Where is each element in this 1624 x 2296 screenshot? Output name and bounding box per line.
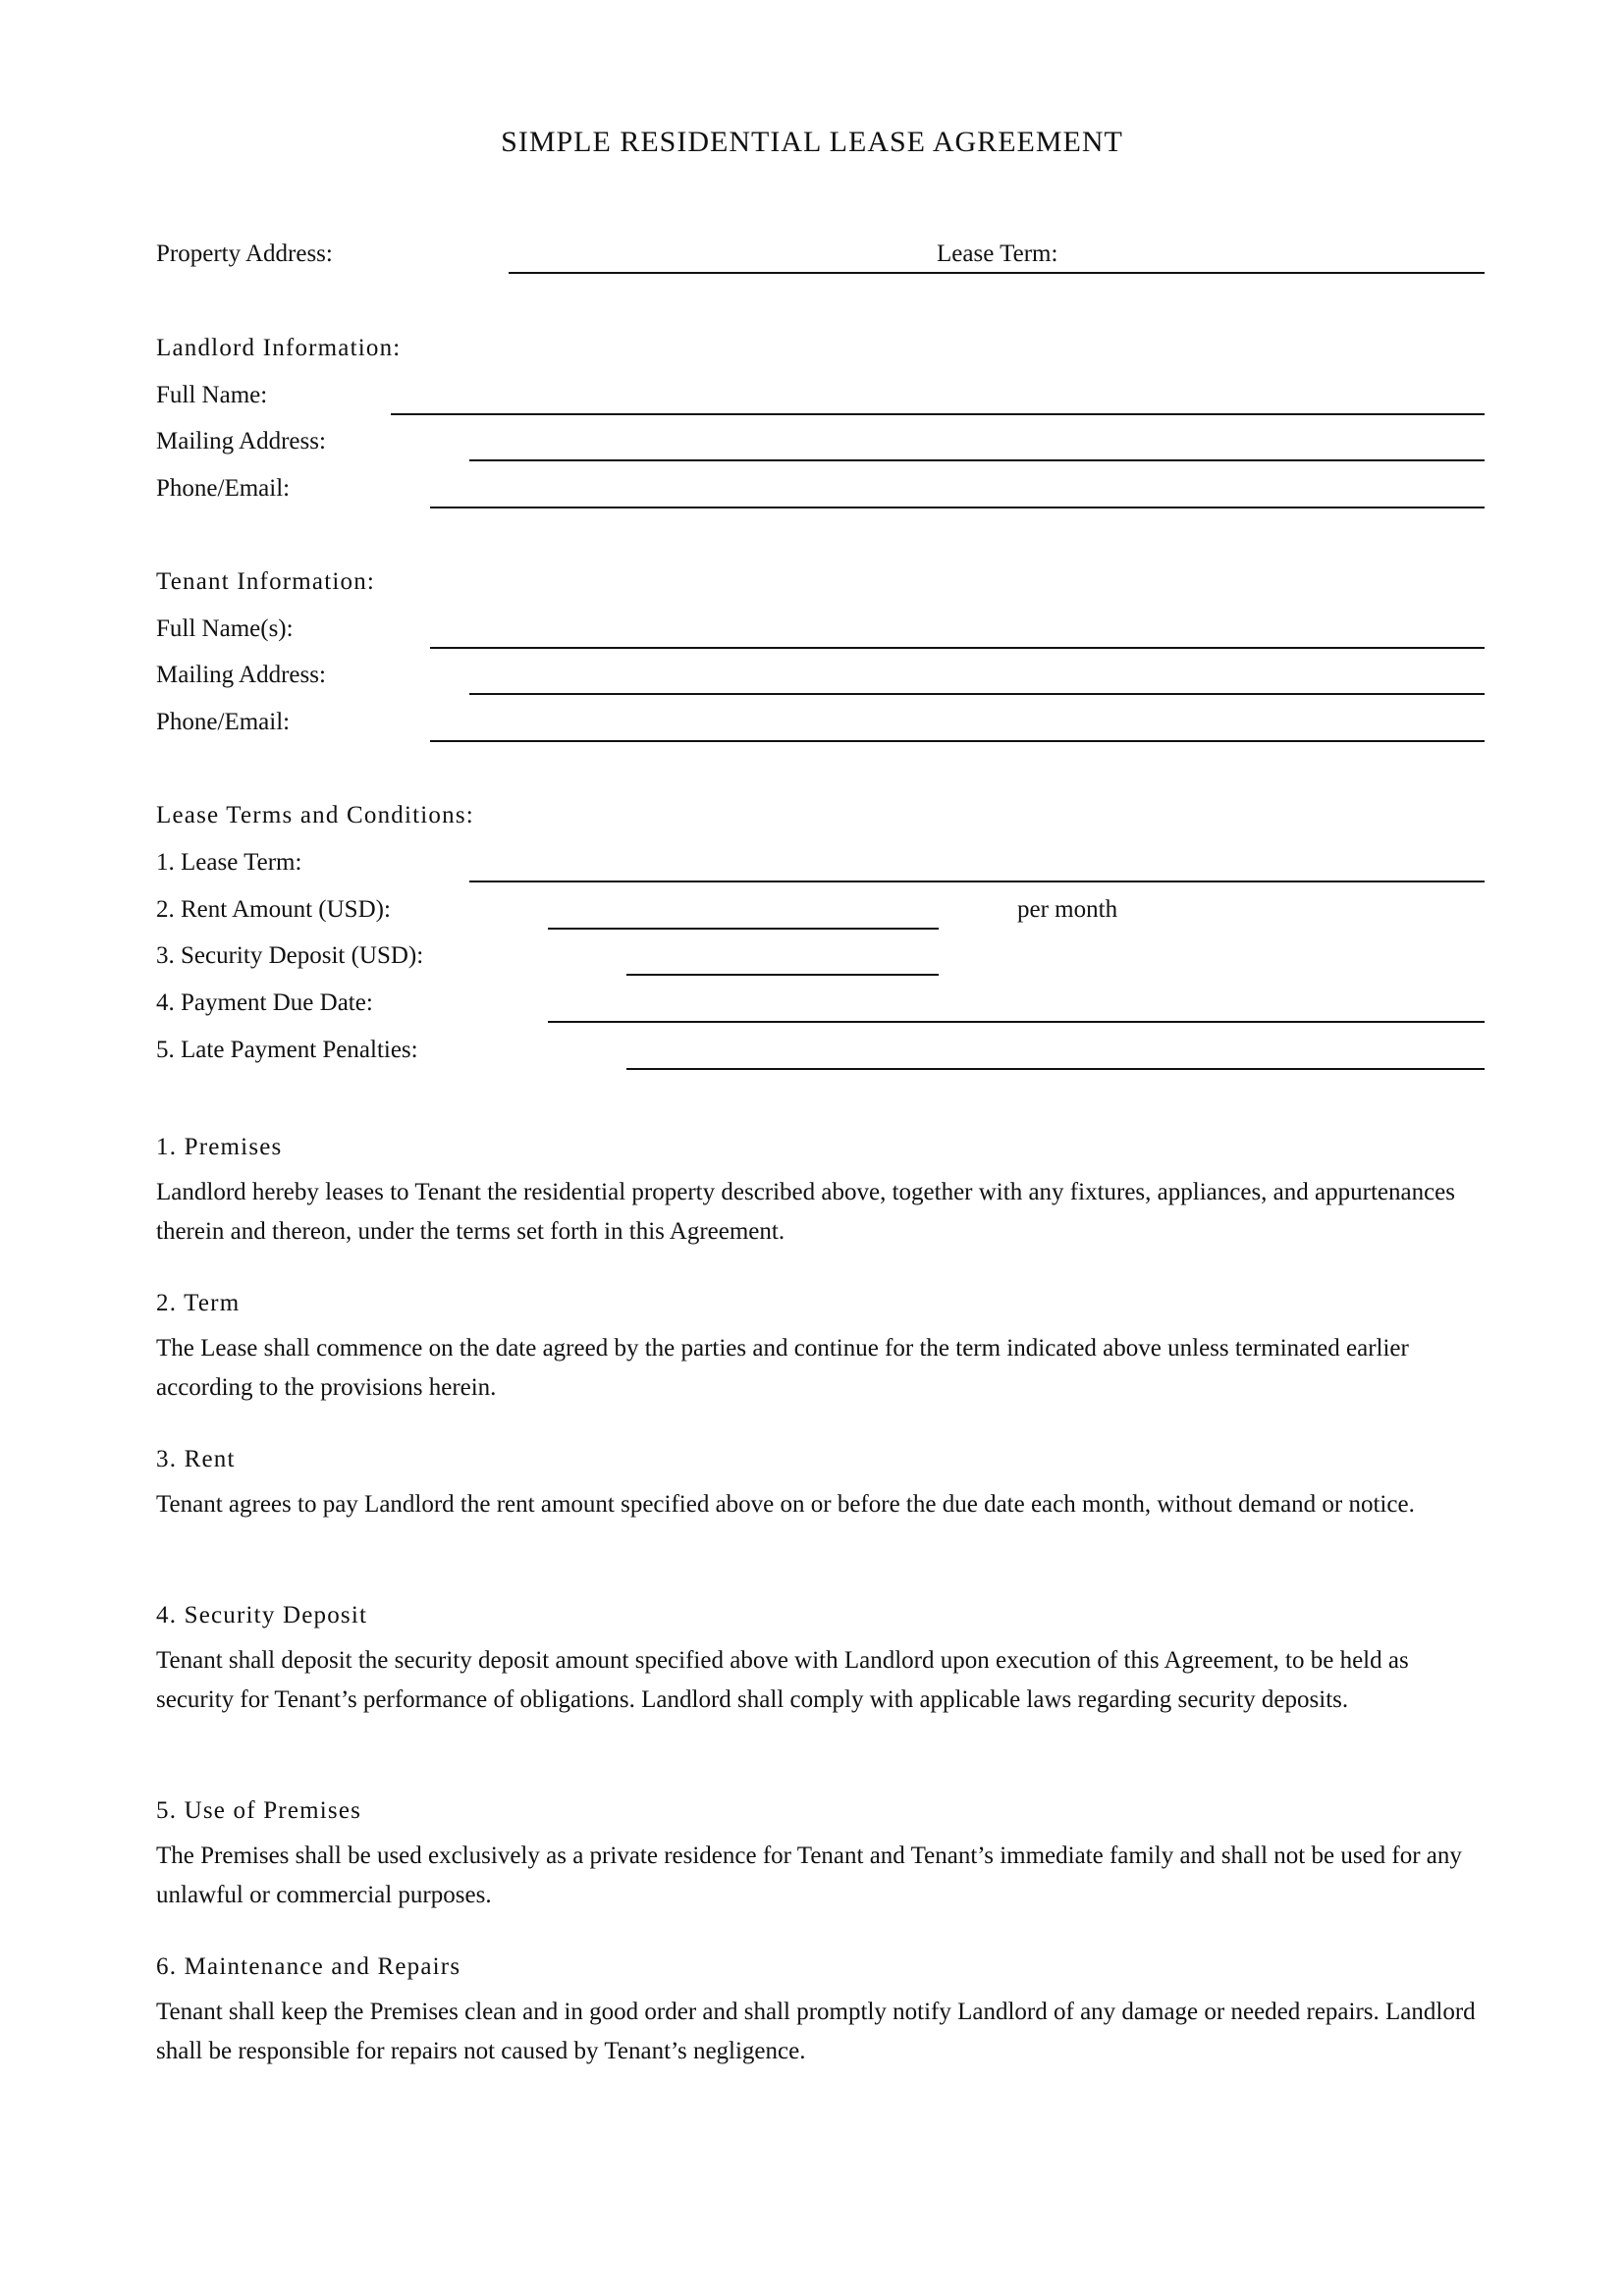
tenant-full-names-label: Full Name(s): xyxy=(156,615,294,642)
lease-term-label: 1. Lease Term: xyxy=(156,849,302,876)
late-penalties-field[interactable] xyxy=(626,1068,1485,1070)
landlord-phone-email-field[interactable] xyxy=(430,507,1485,508)
lease-terms-heading: Lease Terms and Conditions: xyxy=(156,802,474,828)
section-use-of-premises-heading: 5. Use of Premises xyxy=(156,1797,362,1824)
tenant-phone-email-label: Phone/Email: xyxy=(156,709,291,735)
section-maintenance-heading: 6. Maintenance and Repairs xyxy=(156,1953,461,1980)
section-premises-heading: 1. Premises xyxy=(156,1134,283,1160)
section-term-heading: 2. Term xyxy=(156,1290,241,1316)
landlord-info-heading: Landlord Information: xyxy=(156,335,402,361)
late-penalties-label: 5. Late Payment Penalties: xyxy=(156,1037,418,1063)
rent-amount-field[interactable] xyxy=(548,928,939,930)
tenant-mailing-address-field[interactable] xyxy=(469,693,1485,695)
payment-due-date-field[interactable] xyxy=(548,1021,1485,1023)
document-title: SIMPLE RESIDENTIAL LEASE AGREEMENT xyxy=(501,126,1123,158)
tenant-full-names-field[interactable] xyxy=(430,647,1485,649)
section-rent-heading: 3. Rent xyxy=(156,1446,236,1472)
section-use-of-premises-body: The Premises shall be used exclusively as a private residence for Tenant and Tenant’s immediate family and shall not be used for any unlawful or commercial purposes. xyxy=(156,1842,1462,1908)
per-month-label: per month xyxy=(1017,896,1118,923)
security-deposit-label: 3. Security Deposit (USD): xyxy=(156,942,424,969)
rent-amount-label: 2. Rent Amount (USD): xyxy=(156,896,391,923)
tenant-phone-email-field[interactable] xyxy=(430,740,1485,742)
landlord-full-name-field[interactable] xyxy=(391,413,1485,415)
section-term-body: The Lease shall commence on the date agreed by the parties and continue for the term indicated above unless terminated earlier according to the provisions herein. xyxy=(156,1335,1409,1401)
section-security-deposit-heading: 4. Security Deposit xyxy=(156,1602,368,1629)
landlord-phone-email-label: Phone/Email: xyxy=(156,475,291,502)
tenant-info-heading: Tenant Information: xyxy=(156,568,376,595)
tenant-mailing-address-label: Mailing Address: xyxy=(156,662,326,688)
lease-term-field[interactable] xyxy=(469,881,1485,882)
property-address-field[interactable] xyxy=(509,272,1485,274)
section-maintenance-body: Tenant shall keep the Premises clean and in good order and shall promptly notify Landlord of any damage or needed repairs. Landlord shall be responsible for repairs not caused by Tenant’s negligence. xyxy=(156,1999,1476,2064)
payment-due-date-label: 4. Payment Due Date: xyxy=(156,989,373,1016)
section-rent-body: Tenant agrees to pay Landlord the rent amount specified above on or before the due date each month, without demand or notice. xyxy=(156,1491,1415,1518)
landlord-mailing-address-label: Mailing Address: xyxy=(156,428,326,454)
section-premises-body: Landlord hereby leases to Tenant the residential property described above, together with any fixtures, appliances, and appurtenances therein and thereon, under the terms set forth in this Agreement. xyxy=(156,1179,1455,1245)
security-deposit-field[interactable] xyxy=(626,974,939,976)
lease-term-top-label: Lease Term: xyxy=(937,240,1058,267)
property-address-label: Property Address: xyxy=(156,240,333,267)
section-security-deposit-body: Tenant shall deposit the security deposit amount specified above with Landlord upon execution of this Agreement, to be held as security for Tenant’s performance of obligations. Landlord shall comply with applicable laws regarding security deposits. xyxy=(156,1647,1409,1713)
landlord-full-name-label: Full Name: xyxy=(156,382,268,408)
landlord-mailing-address-field[interactable] xyxy=(469,459,1485,461)
